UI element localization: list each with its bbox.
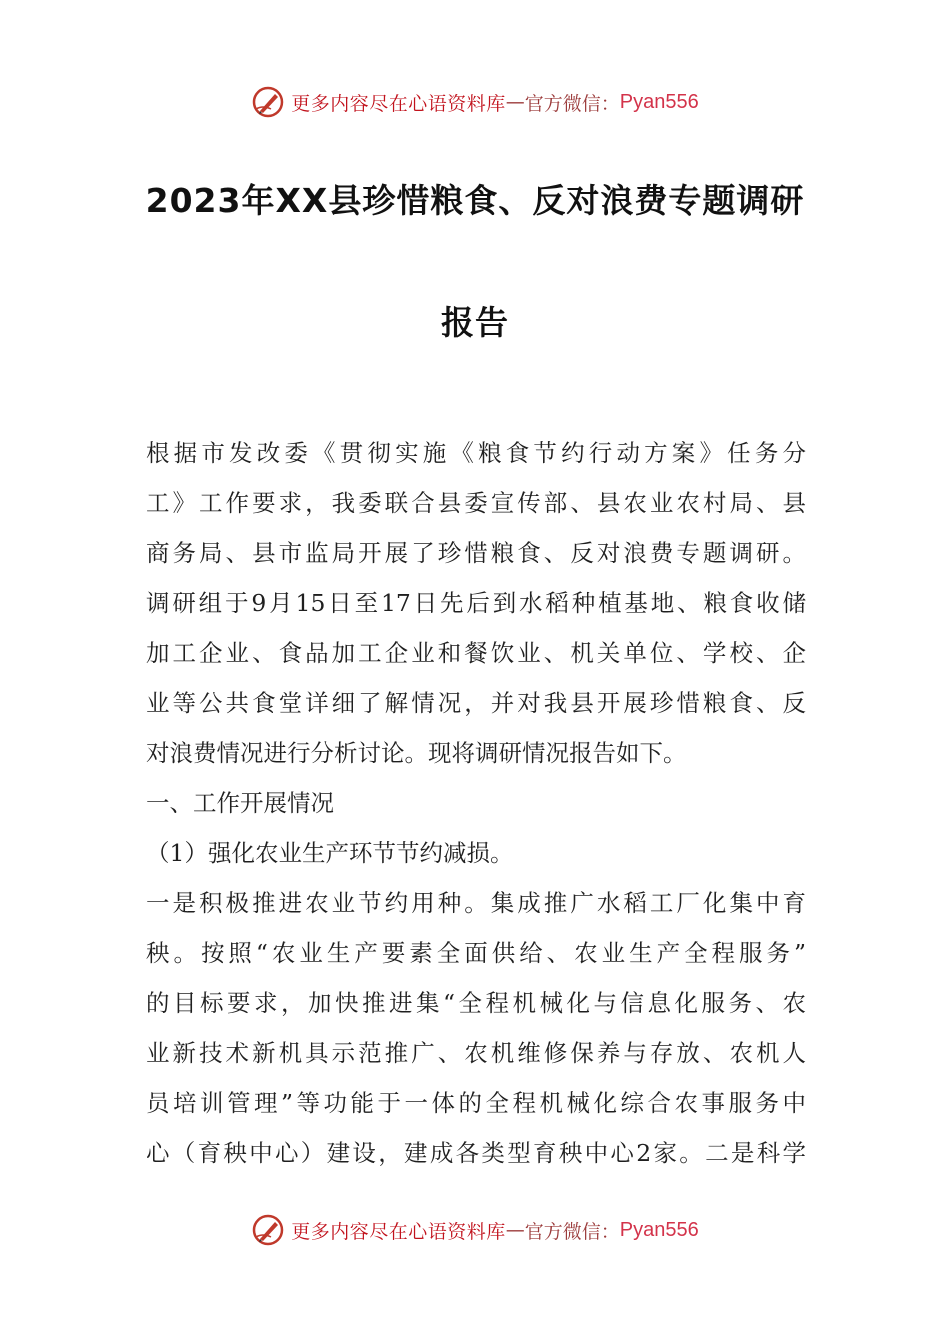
document-title-line-1: 2023年XX县珍惜粮食、反对浪费专题调研 <box>145 181 805 220</box>
body-line: 业新技术新机具示范推广、农机维修保养与存放、农机人 <box>146 1039 806 1067</box>
pen-logo-icon <box>251 85 285 119</box>
document-title-line-2: 报告 <box>441 303 509 342</box>
body-line: 业等公共食堂详细了解情况，并对我县开展珍惜粮食、反 <box>146 689 806 717</box>
body-line: 心（育秧中心）建设，建成各类型育秧中心2家。二是科学 <box>146 1139 806 1167</box>
body-line: 加工企业、食品加工企业和餐饮业、机关单位、学校、企 <box>146 639 806 667</box>
body-line: 根据市发改委《贯彻实施《粮食节约行动方案》任务分 <box>146 439 806 467</box>
body-line: 秧。按照“农业生产要素全面供给、农业生产全程服务” <box>146 939 806 967</box>
document-body <box>146 428 806 1178</box>
footer-banner <box>0 1210 950 1250</box>
wechat-id: Pyan556 <box>619 90 699 113</box>
banner-dash: — <box>505 1219 525 1241</box>
header-banner <box>0 82 950 122</box>
body-line: 商务局、县市监局开展了珍惜粮食、反对浪费专题调研。 <box>146 539 806 567</box>
subsection-heading: （1）强化农业生产环节节约减损。 <box>146 839 514 867</box>
site-slogan: 更多内容尽在心语资料库 <box>291 92 506 115</box>
body-line: 调研组于9月15日至17日先后到水稻种植基地、粮食收储 <box>146 589 806 617</box>
wechat-id: Pyan556 <box>619 1218 699 1241</box>
body-line: 的目标要求，加快推进集“全程机械化与信息化服务、农 <box>146 989 806 1017</box>
body-line: 工》工作要求，我委联合县委宣传部、县农业农村局、县 <box>146 489 806 517</box>
body-line: 员培训管理”等功能于一体的全程机械化综合农事服务中 <box>146 1089 806 1117</box>
section-heading: 一、工作开展情况 <box>146 789 334 817</box>
wechat-label: 官方微信： <box>524 1220 620 1243</box>
body-line: 对浪费情况进行分析讨论。现将调研情况报告如下。 <box>146 739 687 767</box>
banner-dash: — <box>505 91 525 113</box>
site-slogan: 更多内容尽在心语资料库 <box>291 1220 506 1243</box>
pen-logo-icon <box>251 1213 285 1247</box>
wechat-label: 官方微信： <box>524 92 620 115</box>
body-line: 一是积极推进农业节约用种。集成推广水稻工厂化集中育 <box>146 889 806 917</box>
